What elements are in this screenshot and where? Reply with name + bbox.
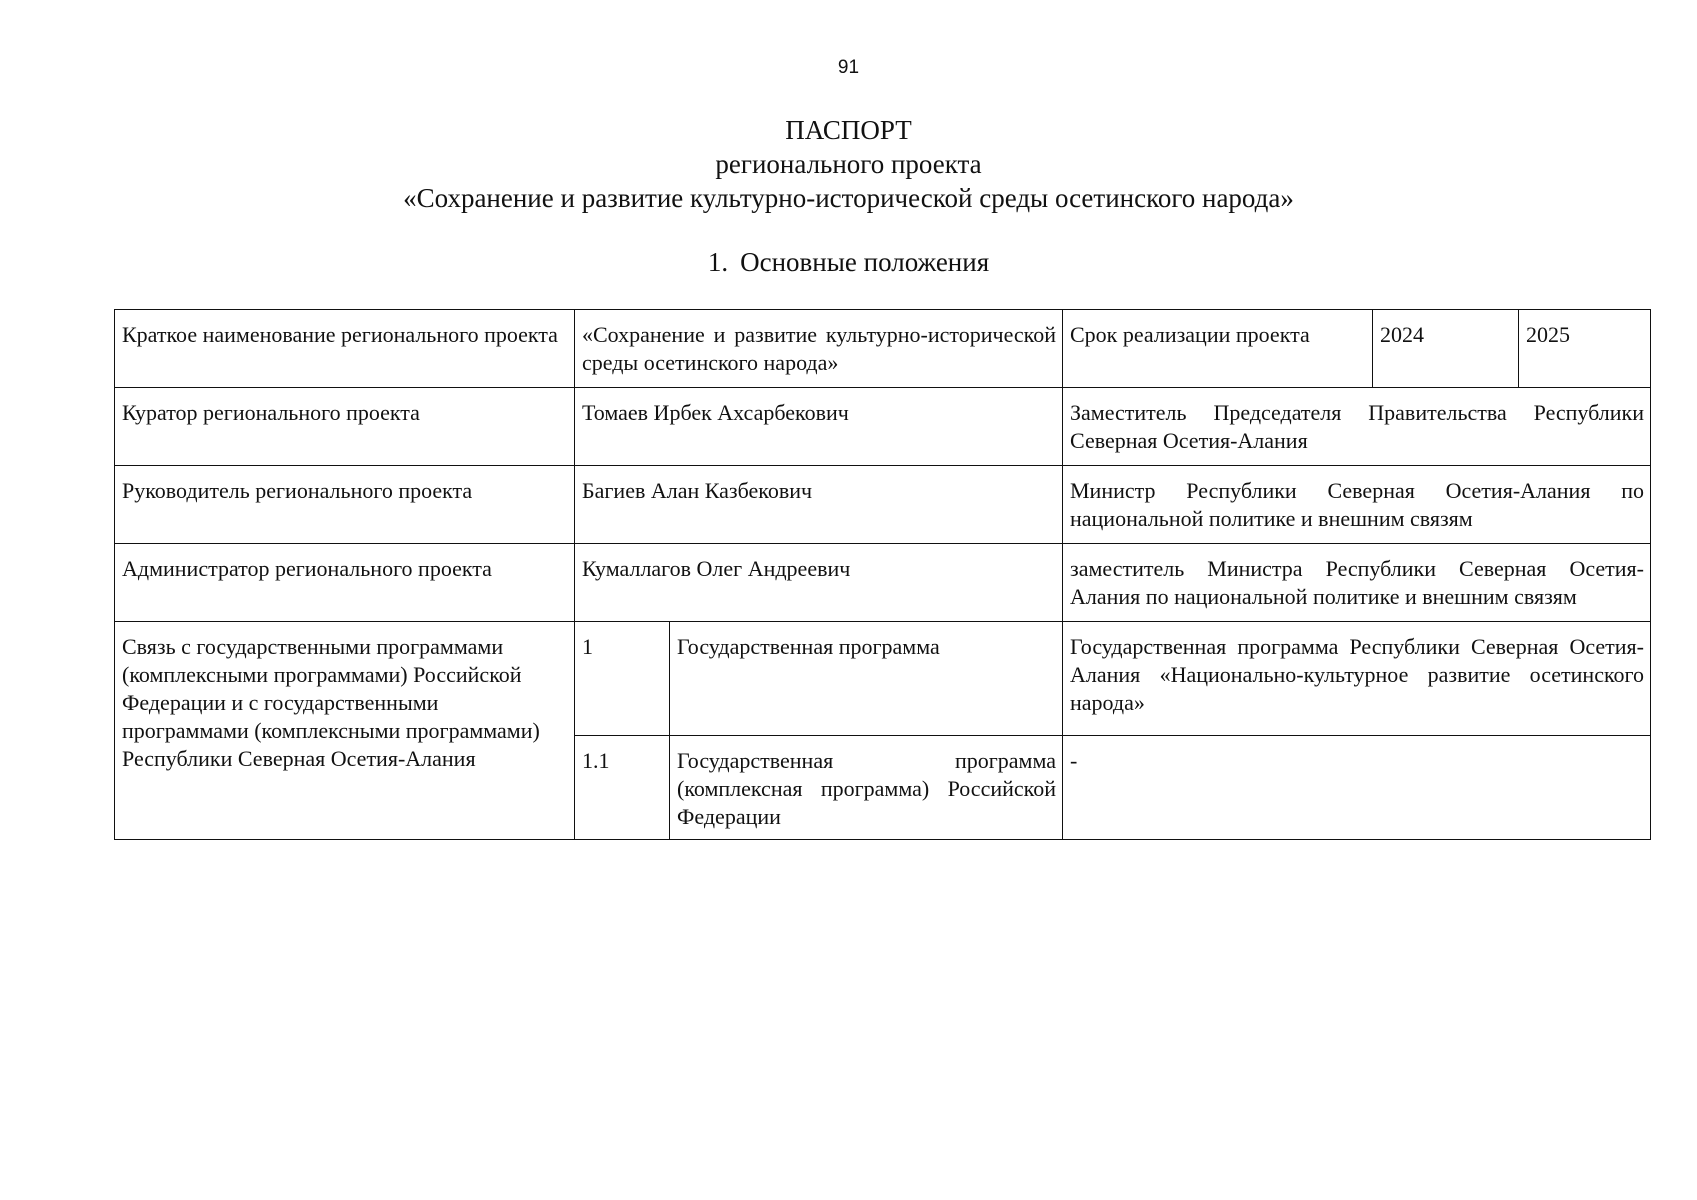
start-year: 2024: [1373, 310, 1519, 388]
administrator-name: Кумаллагов Олег Андреевич: [575, 544, 1063, 622]
program-1-1-number: 1.1: [575, 736, 670, 840]
section-title: Основные положения: [740, 247, 990, 277]
curator-name: Томаев Ирбек Ахсарбекович: [575, 388, 1063, 466]
page-number: 91: [837, 57, 860, 78]
programs-label: Связь с государственными программами (комплексными программами) Российской Федерации и с государственными программами (комплексными программами) Республики Северная Осетия-Алания: [115, 622, 575, 840]
table-row-head: [115, 466, 1651, 544]
administrator-label: Администратор регионального проекта: [115, 544, 575, 622]
section-number: 1.: [707, 247, 729, 277]
table-row-short-name: [115, 310, 1651, 388]
head-label: Руководитель регионального проекта: [115, 466, 575, 544]
table-row-curator: [115, 388, 1651, 466]
period-label: Срок реализации проекта: [1063, 310, 1373, 388]
passport-table: [114, 309, 1651, 840]
end-year: 2025: [1519, 310, 1651, 388]
short-name-value: «Сохранение и развитие культурно-исторической среды осетинского народа»: [575, 310, 1063, 388]
table-row-administrator: [115, 544, 1651, 622]
section-heading: [0, 245, 1697, 279]
program-1-1-value: -: [1063, 736, 1651, 840]
program-1-value: Государственная программа Республики Северная Осетия-Алания «Национально-культурное развитие осетинского народа»: [1063, 622, 1651, 736]
program-1-1-type: Государственная программа (комплексная программа) Российской Федерации: [670, 736, 1063, 840]
short-name-label: Краткое наименование регионального проекта: [115, 310, 575, 388]
program-1-type: Государственная программа: [670, 622, 1063, 736]
head-position: Министр Республики Северная Осетия-Алания по национальной политике и внешним связям: [1063, 466, 1651, 544]
administrator-position: заместитель Министра Республики Северная Осетия-Алания по национальной политике и внешним связям: [1063, 544, 1651, 622]
program-1-number: 1: [575, 622, 670, 736]
document-title: [0, 113, 1697, 215]
head-name: Багиев Алан Казбекович: [575, 466, 1063, 544]
curator-label: Куратор регионального проекта: [115, 388, 575, 466]
curator-position: Заместитель Председателя Правительства Республики Северная Осетия-Алания: [1063, 388, 1651, 466]
title-line-3: «Сохранение и развитие культурно-исторической среды осетинского народа»: [403, 183, 1294, 213]
table-row-program-1: [115, 622, 1651, 736]
title-line-1: ПАСПОРТ: [785, 115, 912, 145]
title-line-2: регионального проекта: [715, 149, 982, 179]
